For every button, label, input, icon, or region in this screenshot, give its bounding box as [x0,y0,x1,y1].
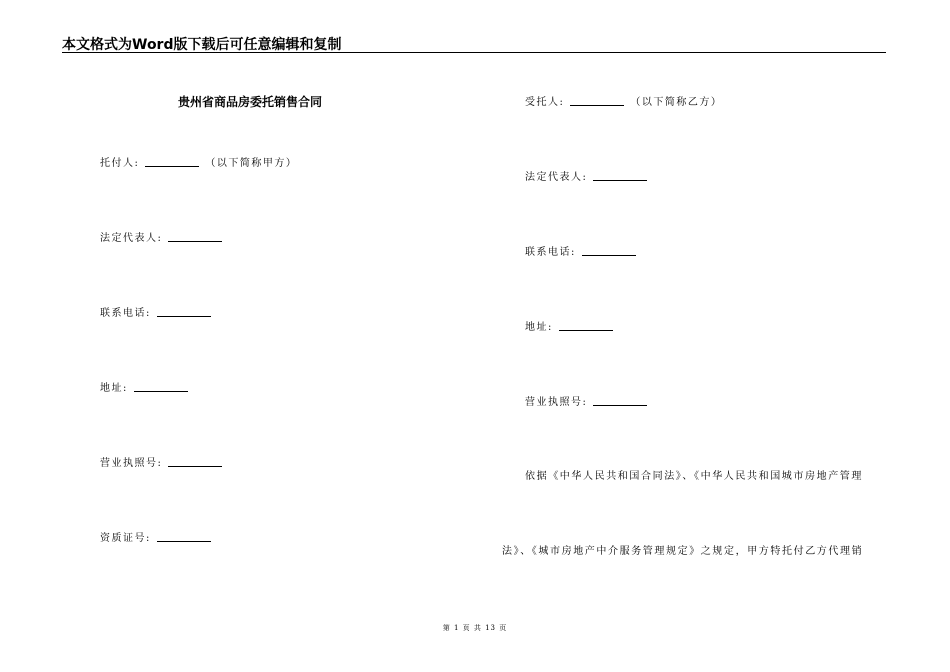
document-title: 贵州省商品房委托销售合同 [178,95,323,109]
paragraph-line-2: 法》、《城市房地产中介服务管理规定》之规定，甲方特托付乙方代理销 [502,546,864,557]
field-label: 地址: [100,383,128,394]
field-address-left [100,379,188,394]
blank-line [134,391,188,392]
field-legal-rep-left [100,229,222,244]
field-entrustor [100,154,297,169]
field-phone-right [525,243,636,258]
field-label: 法定代表人: [525,172,588,183]
field-legal-rep-right [525,168,647,183]
blank-line [168,466,222,467]
blank-line [593,180,647,181]
field-label: 法定代表人: [100,233,163,244]
field-phone-left [100,304,211,319]
field-label: 托付人: [100,158,140,169]
paragraph-line-1: 依据《中华人民共和国合同法》、《中华人民共和国城市房地产管理 [525,471,863,482]
field-license-left [100,454,222,469]
field-suffix: （以下简称甲方） [205,158,298,169]
field-label: 联系电话: [525,247,576,258]
blank-line [157,541,211,542]
field-label: 营业执照号: [100,458,163,469]
field-license-right [525,393,647,408]
header-divider [62,52,886,53]
blank-line [559,330,613,331]
field-label: 受托人: [525,97,565,108]
field-label: 营业执照号: [525,397,588,408]
blank-line [168,241,222,242]
document-header: 本文格式为Word版下载后可任意编辑和复制 [62,37,342,53]
blank-line [145,166,199,167]
field-label: 联系电话: [100,308,151,319]
blank-line [582,255,636,256]
field-address-right [525,318,613,333]
field-label: 资质证号: [100,533,151,544]
blank-line [570,105,624,106]
blank-line [157,316,211,317]
field-label: 地址: [525,322,553,333]
page-number: 第 1 页 共 13 页 [442,624,508,632]
field-suffix: （以下简称乙方） [630,97,723,108]
blank-line [593,405,647,406]
field-trustee [525,93,722,108]
field-qualification [100,529,211,544]
